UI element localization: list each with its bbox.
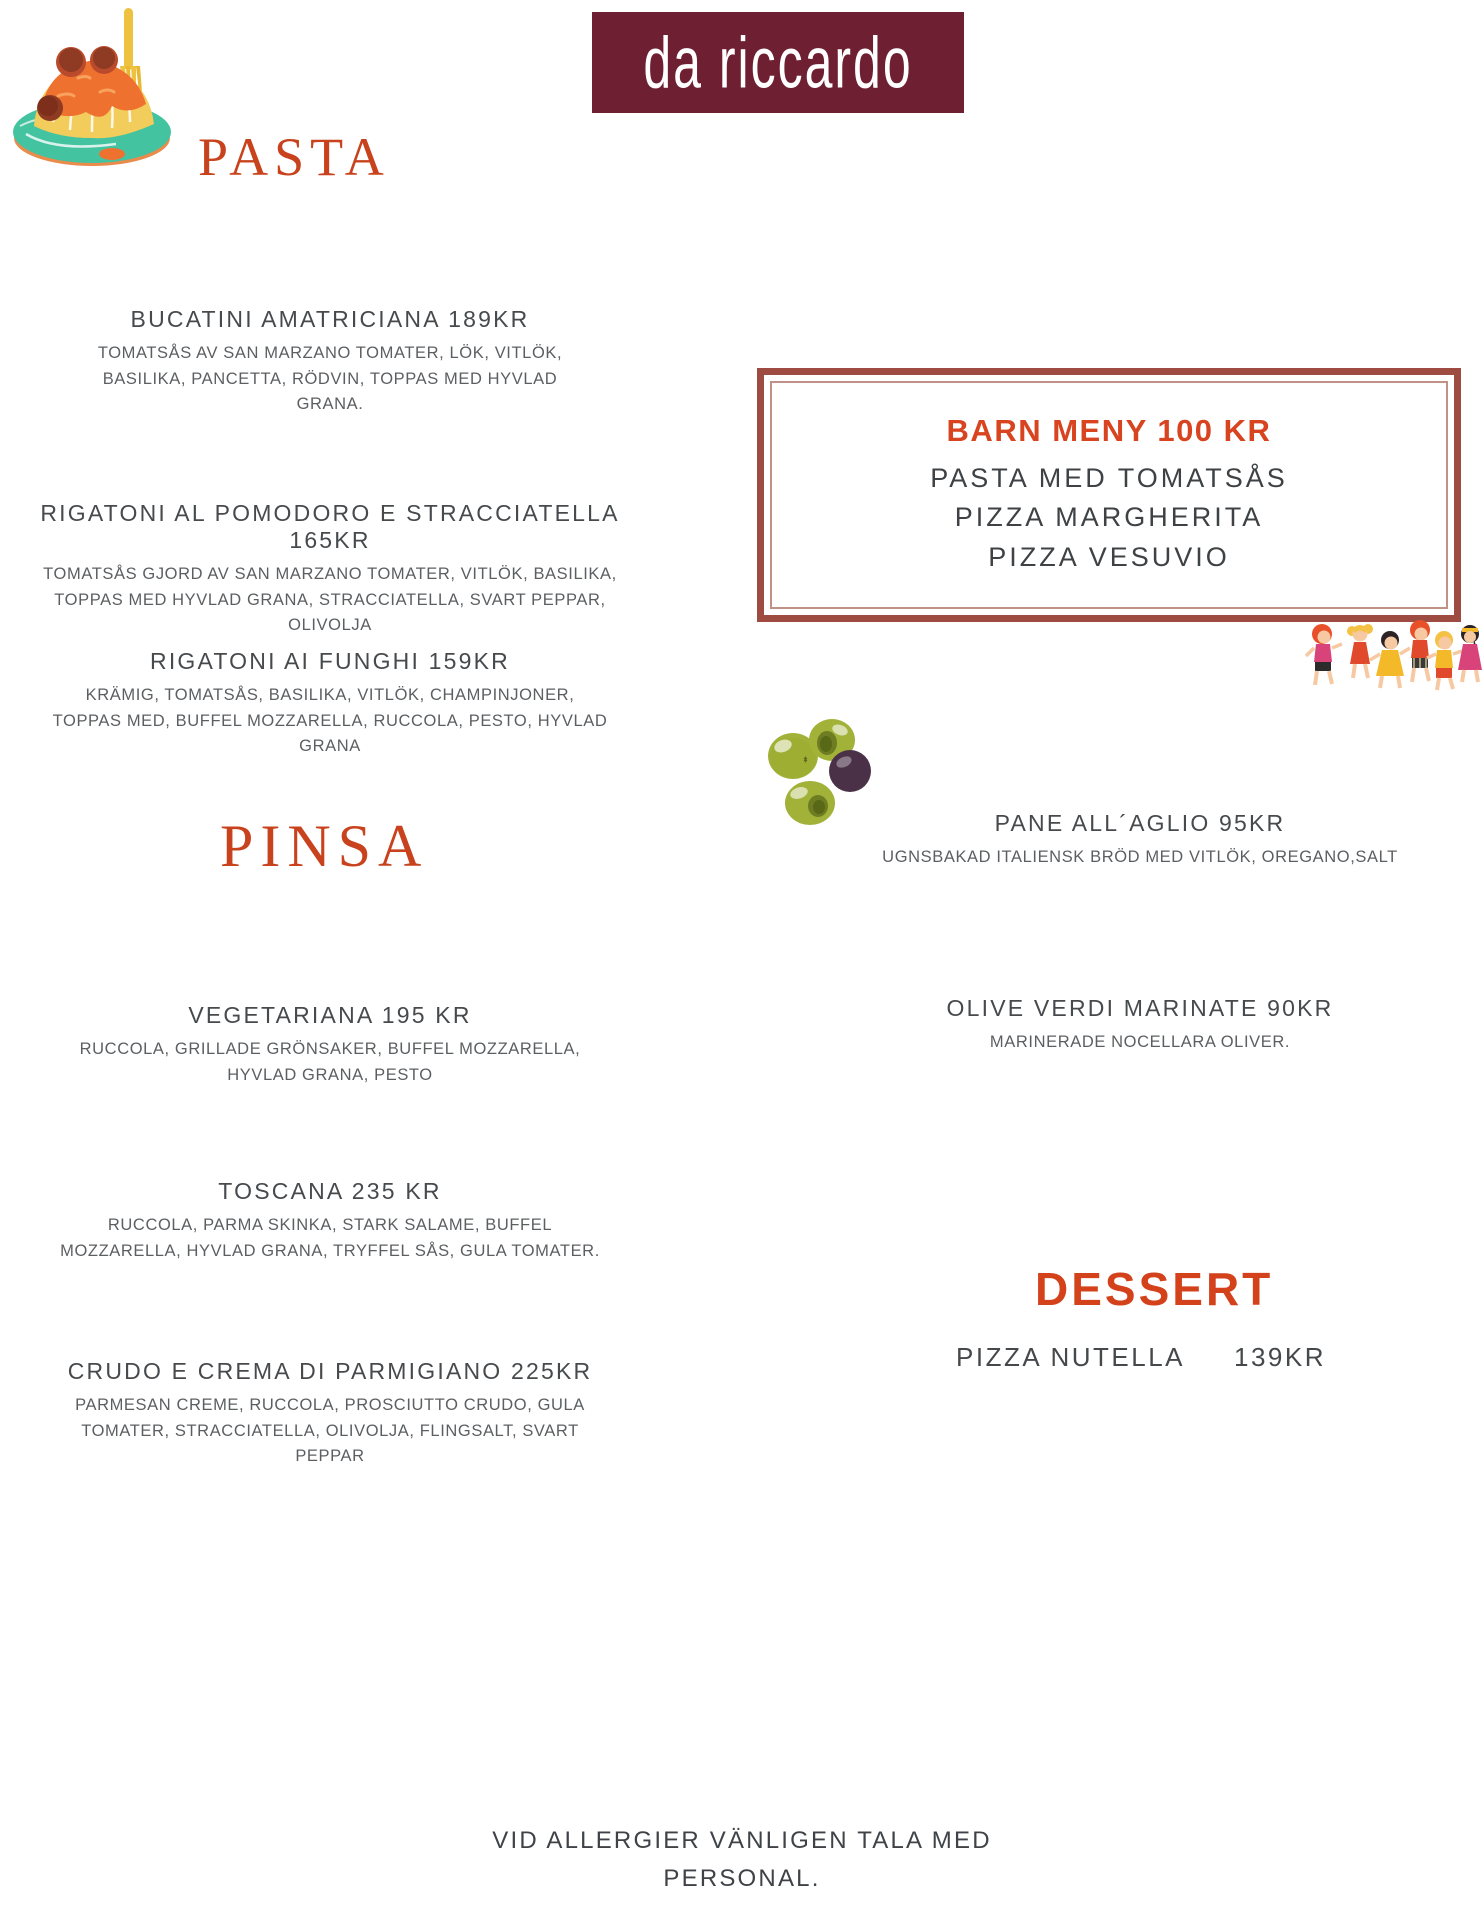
section-heading-dessert: DESSERT [1035,1263,1274,1315]
kid-figure [1427,631,1462,690]
menu-item-pizza-nutella [956,1342,1326,1373]
kids-menu-box [757,368,1461,622]
children-dancing-illustration [1300,618,1482,696]
menu-item-description: TOMATSÅS AV SAN MARZANO TOMATER, LÖK, VITLÖK, BASILIKA, PANCETTA, RÖDVIN, TOPPAS MED HYVLAD GRANA. [97,344,563,414]
kid-figure [1306,624,1342,685]
menu-item-crudo [0,1358,660,1470]
menu-item-name: BUCATINI AMATRICIANA 189KR [130,306,530,332]
green-olive-pitted [785,781,835,825]
pasta-plate-illustration [8,4,178,176]
menu-item-name: VEGETARIANA 195 KR [188,1002,472,1028]
menu-item-name: RIGATONI AI FUNGHI 159KR [150,648,510,674]
menu-item-description: TOMATSÅS GJORD AV SAN MARZANO TOMATER, VITLÖK, BASILIKA, TOPPAS MED HYVLAD GRANA, STRACCIATELLA, SVART PEPPAR, OLIVOLJA [43,565,617,635]
kid-figure [1458,625,1482,682]
kids-menu-line: PIZZA VESUVIO [988,541,1230,572]
menu-item-name: CRUDO E CREMA DI PARMIGIANO 225KR [67,1358,593,1384]
menu-item-name: PANE ALL´AGLIO 95KR [994,810,1286,836]
menu-item-description: MARINERADE NOCELLARA OLIVER. [989,1033,1291,1051]
kids-menu-box-inner-border [770,381,1448,609]
restaurant-logo-text: da riccardo [643,21,913,104]
allergy-note-line: PERSONAL. [663,1865,821,1893]
menu-item-name: PIZZA NUTELLA [956,1342,1185,1372]
menu-item-olive-verdi [830,995,1450,1056]
kid-figure [1347,624,1373,678]
menu-item-name: TOSCANA 235 KR [218,1178,442,1204]
menu-item-vegetariana [0,1002,660,1088]
menu-item-pane-all-aglio [830,810,1450,871]
allergy-note-line: VID ALLERGIER VÄNLIGEN TALA MED [492,1827,992,1854]
menu-item-toscana [0,1178,660,1264]
kid-figure [1410,620,1430,682]
section-heading-pasta: PASTA [198,127,390,187]
restaurant-logo [592,12,964,113]
menu-item-description: RUCCOLA, PARMA SKINKA, STARK SALAME, BUFFEL MOZZARELLA, HYVLAD GRANA, TRYFFEL SÅS, GULA TOMATER. [60,1216,600,1260]
menu-item-name: OLIVE VERDI MARINATE 90KR [946,995,1334,1021]
menu-item-name: RIGATONI AL POMODORO E STRACCIATELLA 165KR [40,500,620,553]
menu-item-rigatoni-pomodoro [0,500,660,639]
kids-menu-title: BARN MENY 100 KR [946,413,1272,449]
menu-item-rigatoni-funghi [0,648,660,760]
section-heading-pinsa: PINSA [220,813,429,879]
menu-item-description: RUCCOLA, GRILLADE GRÖNSAKER, BUFFEL MOZZARELLA, HYVLAD GRANA, PESTO [79,1040,581,1084]
menu-item-description: PARMESAN CREME, RUCCOLA, PROSCIUTTO CRUDO, GULA TOMATER, STRACCIATELLA, OLIVOLJA, FLINGSALT, SVART PEPPAR [75,1396,585,1466]
black-olive [829,750,871,792]
menu-item-description: KRÄMIG, TOMATSÅS, BASILIKA, VITLÖK, CHAMPINJONER, TOPPAS MED, BUFFEL MOZZARELLA, RUCCOLA, PESTO, HYVLAD GRANA [52,686,608,756]
kids-menu-line: PIZZA MARGHERITA [954,502,1264,533]
kids-menu-line: PASTA MED TOMATSÅS [930,463,1288,494]
menu-item-description: UGNSBAKAD ITALIENSK BRÖD MED VITLÖK, OREGANO,SALT [882,848,1398,866]
allergy-note [392,1822,1092,1899]
menu-item-price: 139KR [1234,1342,1326,1372]
kid-figure [1370,631,1410,688]
menu-item-bucatini [0,306,660,418]
